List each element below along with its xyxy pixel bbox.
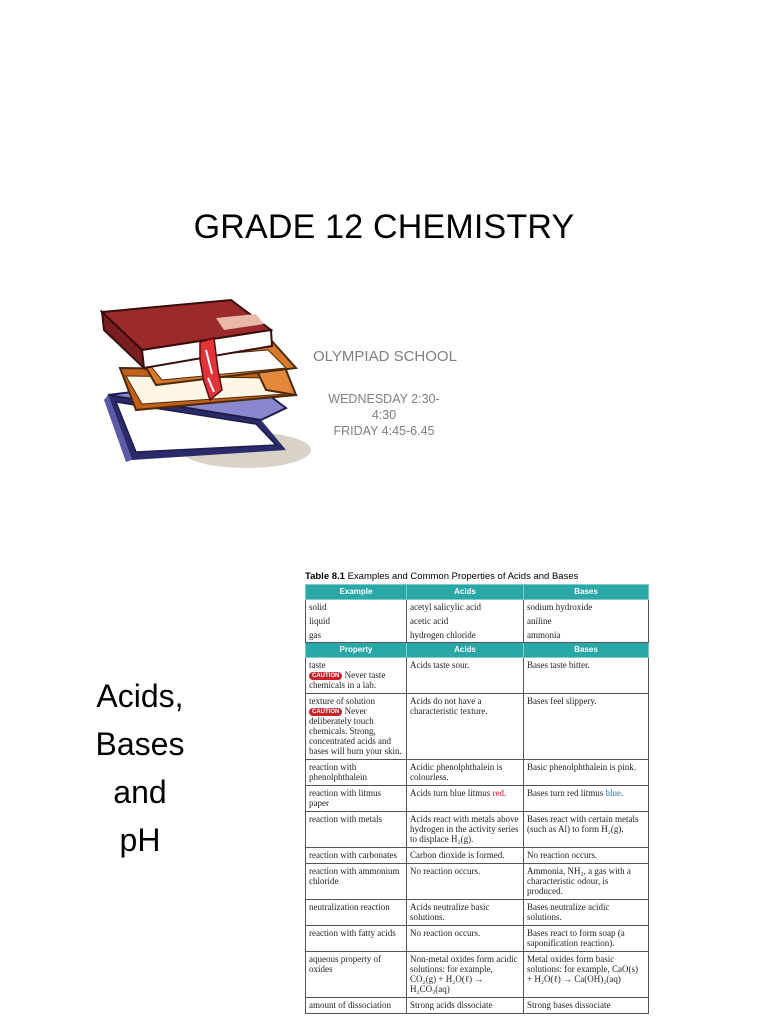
table-cell: Bases react to form soap (a saponification reaction). (524, 926, 649, 952)
table-row (306, 760, 649, 786)
course-title: GRADE 12 CHEMISTRY (193, 208, 575, 246)
table-cell: acetyl salicylic acid (407, 600, 524, 615)
table-row (306, 848, 649, 864)
caution-text: Never taste chemicals in a lab. (309, 670, 386, 690)
table-cell: Strong bases dissociate (524, 998, 649, 1014)
table-cell: solid (306, 600, 407, 615)
school-name: OLYMPIAD SCHOOL (313, 348, 457, 365)
table-cell: reaction with ammonium chloride (306, 864, 407, 900)
litmus-colour-red: red (492, 788, 504, 798)
table-cell: aqueous property of oxides (306, 952, 407, 998)
table-cell: amount of dissociation (306, 998, 407, 1014)
table-cell: Ammonia, NH₃, a gas with a characteristic odour, is produced. (524, 864, 649, 900)
table-cell: Acidic phenolphthalein is colourless. (407, 760, 524, 786)
table-row (306, 658, 649, 694)
table-cell: hydrogen chloride (407, 628, 524, 643)
table-cell (524, 786, 649, 812)
table-cell: Bases neutralize acidic solutions. (524, 900, 649, 926)
column-header: Acids (407, 643, 524, 658)
property-name: taste (309, 660, 326, 670)
litmus-text: Bases turn red litmus (527, 788, 606, 798)
table-row (306, 900, 649, 926)
table-cell: gas (306, 628, 407, 643)
table-row (306, 952, 649, 998)
table-cell: reaction with metals (306, 812, 407, 848)
table-title: Examples and Common Properties of Acids and Bases (347, 571, 579, 582)
properties-table (305, 584, 648, 1014)
slide-title-line: and (113, 774, 167, 810)
table-row (306, 998, 649, 1014)
table-cell: Acids do not have a characteristic texture. (407, 694, 524, 760)
table-cell: acetic acid (407, 614, 524, 628)
table-cell: reaction with litmus paper (306, 786, 407, 812)
stack-of-books-icon (96, 290, 316, 475)
table-cell: sodium hydroxide (524, 600, 649, 615)
litmus-text: . (621, 788, 624, 798)
table-cell (306, 694, 407, 760)
caution-badge: CAUTION (309, 672, 342, 680)
table-row (306, 694, 649, 760)
table-row (306, 926, 649, 952)
property-name: texture of solution (309, 696, 375, 706)
litmus-text: . (504, 788, 507, 798)
table-cell: Bases taste bitter. (524, 658, 649, 694)
table-cell: reaction with fatty acids (306, 926, 407, 952)
table-row (306, 864, 649, 900)
table-row (306, 600, 649, 615)
schedule-line: FRIDAY 4:45-6.45 (333, 424, 435, 438)
table-cell: No reaction occurs. (407, 864, 524, 900)
caution-badge: CAUTION (309, 708, 342, 716)
column-header: Example (306, 585, 407, 600)
table-cell: Basic phenolphthalein is pink. (524, 760, 649, 786)
table-cell: Metal oxides form basic solutions: for example, CaO(s) + H₂O(ℓ) → Ca(OH)₂(aq) (524, 952, 649, 998)
table-cell: reaction with phenolphthalein (306, 760, 407, 786)
table-row (306, 812, 649, 848)
table-cell: reaction with carbonates (306, 848, 407, 864)
table-cell: Carbon dioxide is formed. (407, 848, 524, 864)
acids-bases-slide (0, 512, 768, 1024)
slide-title (70, 672, 210, 864)
slide-title-line: pH (119, 822, 161, 858)
table-cell: aniline (524, 614, 649, 628)
table-cell: Bases feel slippery. (524, 694, 649, 760)
table-cell (306, 658, 407, 694)
slide-title-line: Bases (95, 726, 185, 762)
table-cell (407, 786, 524, 812)
property-header-row (306, 643, 649, 658)
table-cell: ammonia (524, 628, 649, 643)
table-cell: No reaction occurs. (524, 848, 649, 864)
table-cell: No reaction occurs. (407, 926, 524, 952)
schedule-line: WEDNESDAY 2:30-4:30 (328, 392, 440, 422)
caution-text: Never deliberately touch chemicals. Strong, concentrated acids and bases will burn your skin. (309, 706, 402, 756)
class-schedule (320, 391, 448, 439)
table-row (306, 786, 649, 812)
example-header-row (306, 585, 649, 600)
table-cell: Acids taste sour. (407, 658, 524, 694)
slide-title-line: Acids, (96, 678, 184, 714)
table-row (306, 614, 649, 628)
column-header: Acids (407, 585, 524, 600)
table-caption (305, 571, 578, 582)
table-cell: neutralization reaction (306, 900, 407, 926)
table-cell: Non-metal oxides form acidic solutions: for example, CO₂(g) + H₂O(ℓ) → H₂CO₃(aq) (407, 952, 524, 998)
table-number: Table 8.1 (305, 571, 345, 582)
table-cell: Acids neutralize basic solutions. (407, 900, 524, 926)
litmus-colour-blue: blue (605, 788, 621, 798)
table-cell: liquid (306, 614, 407, 628)
column-header: Bases (524, 643, 649, 658)
table-cell: Acids react with metals above hydrogen in the activity series to displace H₂(g). (407, 812, 524, 848)
column-header: Property (306, 643, 407, 658)
column-header: Bases (524, 585, 649, 600)
table-cell: Strong acids dissociate (407, 998, 524, 1014)
table-cell: Bases react with certain metals (such as Al) to form H₂(g). (524, 812, 649, 848)
litmus-text: Acids turn blue litmus (410, 788, 493, 798)
table-row (306, 628, 649, 643)
